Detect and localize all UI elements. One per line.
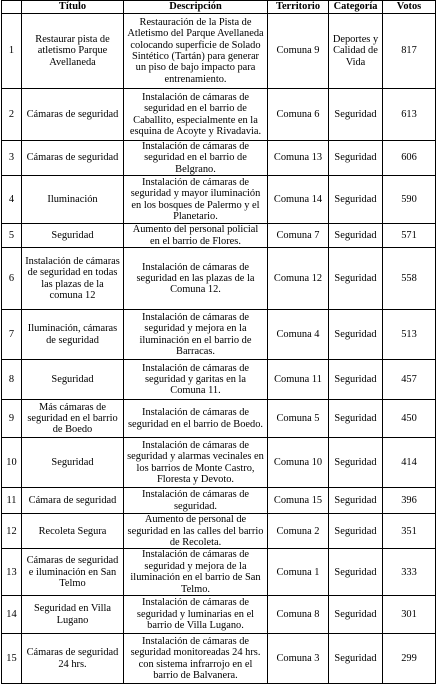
- row-category: Seguridad: [329, 438, 383, 488]
- row-title: Cámaras de seguridad: [22, 89, 124, 141]
- row-number: 10: [2, 438, 22, 488]
- table-row: [2, 310, 436, 360]
- table-row: [2, 14, 436, 89]
- row-description: Restauración de la Pista de Atletismo del Parque Avellaneda colocando superficie de Solado Sintético (Tartán) para generar un piso de bajo impacto para entrenamiento.: [124, 14, 268, 89]
- header-description: Descripción: [124, 1, 268, 14]
- row-category: Deportes y Calidad de Vida: [329, 14, 383, 89]
- row-description: Instalación de cámaras de seguridad y luminarias en el barrio de Villa Lugano.: [124, 596, 268, 634]
- row-votes: 396: [383, 488, 436, 514]
- row-title: Cámaras de seguridad: [22, 141, 124, 176]
- row-number: 8: [2, 360, 22, 400]
- row-description: Instalación de cámaras de seguridad y garitas en la Comuna 11.: [124, 360, 268, 400]
- row-votes: 571: [383, 224, 436, 248]
- row-description: Instalación de cámaras de seguridad en el barrio de Boedo.: [124, 400, 268, 438]
- row-category: Seguridad: [329, 176, 383, 224]
- table-row: [2, 248, 436, 310]
- row-votes: 450: [383, 400, 436, 438]
- row-number: 2: [2, 89, 22, 141]
- table-row: [2, 549, 436, 596]
- row-description: Instalación de cámaras de seguridad y mejora de la iluminación en el barrio de San Telmo.: [124, 549, 268, 596]
- row-description: Instalación de cámaras de seguridad en el barrio de Belgrano.: [124, 141, 268, 176]
- row-title: Seguridad: [22, 224, 124, 248]
- row-category: Seguridad: [329, 360, 383, 400]
- table-row: [2, 438, 436, 488]
- row-votes: 414: [383, 438, 436, 488]
- row-title: Cámaras de seguridad e iluminación en San Telmo: [22, 549, 124, 596]
- row-territory: Comuna 10: [268, 438, 329, 488]
- row-territory: Comuna 13: [268, 141, 329, 176]
- row-votes: 606: [383, 141, 436, 176]
- row-category: Seguridad: [329, 400, 383, 438]
- table-row: [2, 634, 436, 684]
- row-votes: 299: [383, 634, 436, 684]
- row-title: Más cámaras de seguridad en el barrio de Boedo: [22, 400, 124, 438]
- row-title: Recoleta Segura: [22, 514, 124, 549]
- row-category: Seguridad: [329, 488, 383, 514]
- row-category: Seguridad: [329, 248, 383, 310]
- row-description: Instalación de cámaras de seguridad.: [124, 488, 268, 514]
- row-territory: Comuna 6: [268, 89, 329, 141]
- row-territory: Comuna 11: [268, 360, 329, 400]
- row-title: Seguridad en Villa Lugano: [22, 596, 124, 634]
- row-votes: 590: [383, 176, 436, 224]
- row-territory: Comuna 3: [268, 634, 329, 684]
- row-territory: Comuna 4: [268, 310, 329, 360]
- table-row: [2, 596, 436, 634]
- table-row: [2, 141, 436, 176]
- row-number: 9: [2, 400, 22, 438]
- row-title: Instalación de cámaras de seguridad en todas las plazas de la comuna 12: [22, 248, 124, 310]
- row-territory: Comuna 2: [268, 514, 329, 549]
- row-votes: 351: [383, 514, 436, 549]
- row-number: 7: [2, 310, 22, 360]
- row-number: 11: [2, 488, 22, 514]
- row-territory: Comuna 12: [268, 248, 329, 310]
- row-description: Instalación de cámaras de seguridad y mejora en la iluminación en el barrio de Barracas.: [124, 310, 268, 360]
- row-votes: 301: [383, 596, 436, 634]
- row-category: Seguridad: [329, 89, 383, 141]
- row-number: 5: [2, 224, 22, 248]
- row-territory: Comuna 5: [268, 400, 329, 438]
- row-number: 12: [2, 514, 22, 549]
- row-number: 1: [2, 14, 22, 89]
- table-row: [2, 176, 436, 224]
- row-votes: 613: [383, 89, 436, 141]
- row-title: Iluminación: [22, 176, 124, 224]
- row-description: Instalación de cámaras de seguridad y alarmas vecinales en los barrios de Monte Castro, Floresta y Devoto.: [124, 438, 268, 488]
- row-number: 13: [2, 549, 22, 596]
- row-territory: Comuna 14: [268, 176, 329, 224]
- row-territory: Comuna 8: [268, 596, 329, 634]
- row-territory: Comuna 7: [268, 224, 329, 248]
- row-description: Instalación de cámaras de seguridad en el barrio de Caballito, especialmente en la esquina de Acoyte y Rivadavia.: [124, 89, 268, 141]
- header-number: [2, 1, 22, 14]
- row-category: Seguridad: [329, 596, 383, 634]
- row-category: Seguridad: [329, 310, 383, 360]
- row-category: Seguridad: [329, 141, 383, 176]
- row-number: 14: [2, 596, 22, 634]
- row-title: Restaurar pista de atletismo Parque Avellaneda: [22, 14, 124, 89]
- row-number: 3: [2, 141, 22, 176]
- header-title: Título: [22, 1, 124, 14]
- row-category: Seguridad: [329, 224, 383, 248]
- row-description: Aumento del personal policial en el barrio de Flores.: [124, 224, 268, 248]
- header-votes: Votos: [383, 1, 436, 14]
- table-row: [2, 89, 436, 141]
- row-title: Iluminación, cámaras de seguridad: [22, 310, 124, 360]
- row-votes: 817: [383, 14, 436, 89]
- row-title: Cámara de seguridad: [22, 488, 124, 514]
- row-votes: 457: [383, 360, 436, 400]
- row-description: Instalación de cámaras de seguridad monitoreadas 24 hrs. con sistema infrarrojo en el barrio de Balvanera.: [124, 634, 268, 684]
- row-title: Seguridad: [22, 360, 124, 400]
- header-row: [2, 1, 436, 14]
- table-row: [2, 400, 436, 438]
- header-category: Categoría: [329, 1, 383, 14]
- row-territory: Comuna 9: [268, 14, 329, 89]
- table-row: [2, 488, 436, 514]
- row-title: Seguridad: [22, 438, 124, 488]
- row-category: Seguridad: [329, 549, 383, 596]
- row-description: Instalación de cámaras de seguridad en las plazas de la Comuna 12.: [124, 248, 268, 310]
- row-description: Instalación de cámaras de seguridad y mayor iluminación en los bosques de Palermo y el Planetario.: [124, 176, 268, 224]
- row-territory: Comuna 15: [268, 488, 329, 514]
- row-votes: 558: [383, 248, 436, 310]
- row-territory: Comuna 1: [268, 549, 329, 596]
- row-votes: 333: [383, 549, 436, 596]
- row-title: Cámaras de seguridad 24 hrs.: [22, 634, 124, 684]
- row-number: 15: [2, 634, 22, 684]
- row-category: Seguridad: [329, 514, 383, 549]
- row-number: 6: [2, 248, 22, 310]
- row-number: 4: [2, 176, 22, 224]
- row-votes: 513: [383, 310, 436, 360]
- row-category: Seguridad: [329, 634, 383, 684]
- table-row: [2, 224, 436, 248]
- table-row: [2, 360, 436, 400]
- votes-table: [1, 0, 436, 684]
- table-row: [2, 514, 436, 549]
- header-territory: Territorio: [268, 1, 329, 14]
- row-description: Aumento de personal de seguridad en las calles del barrio de Recoleta.: [124, 514, 268, 549]
